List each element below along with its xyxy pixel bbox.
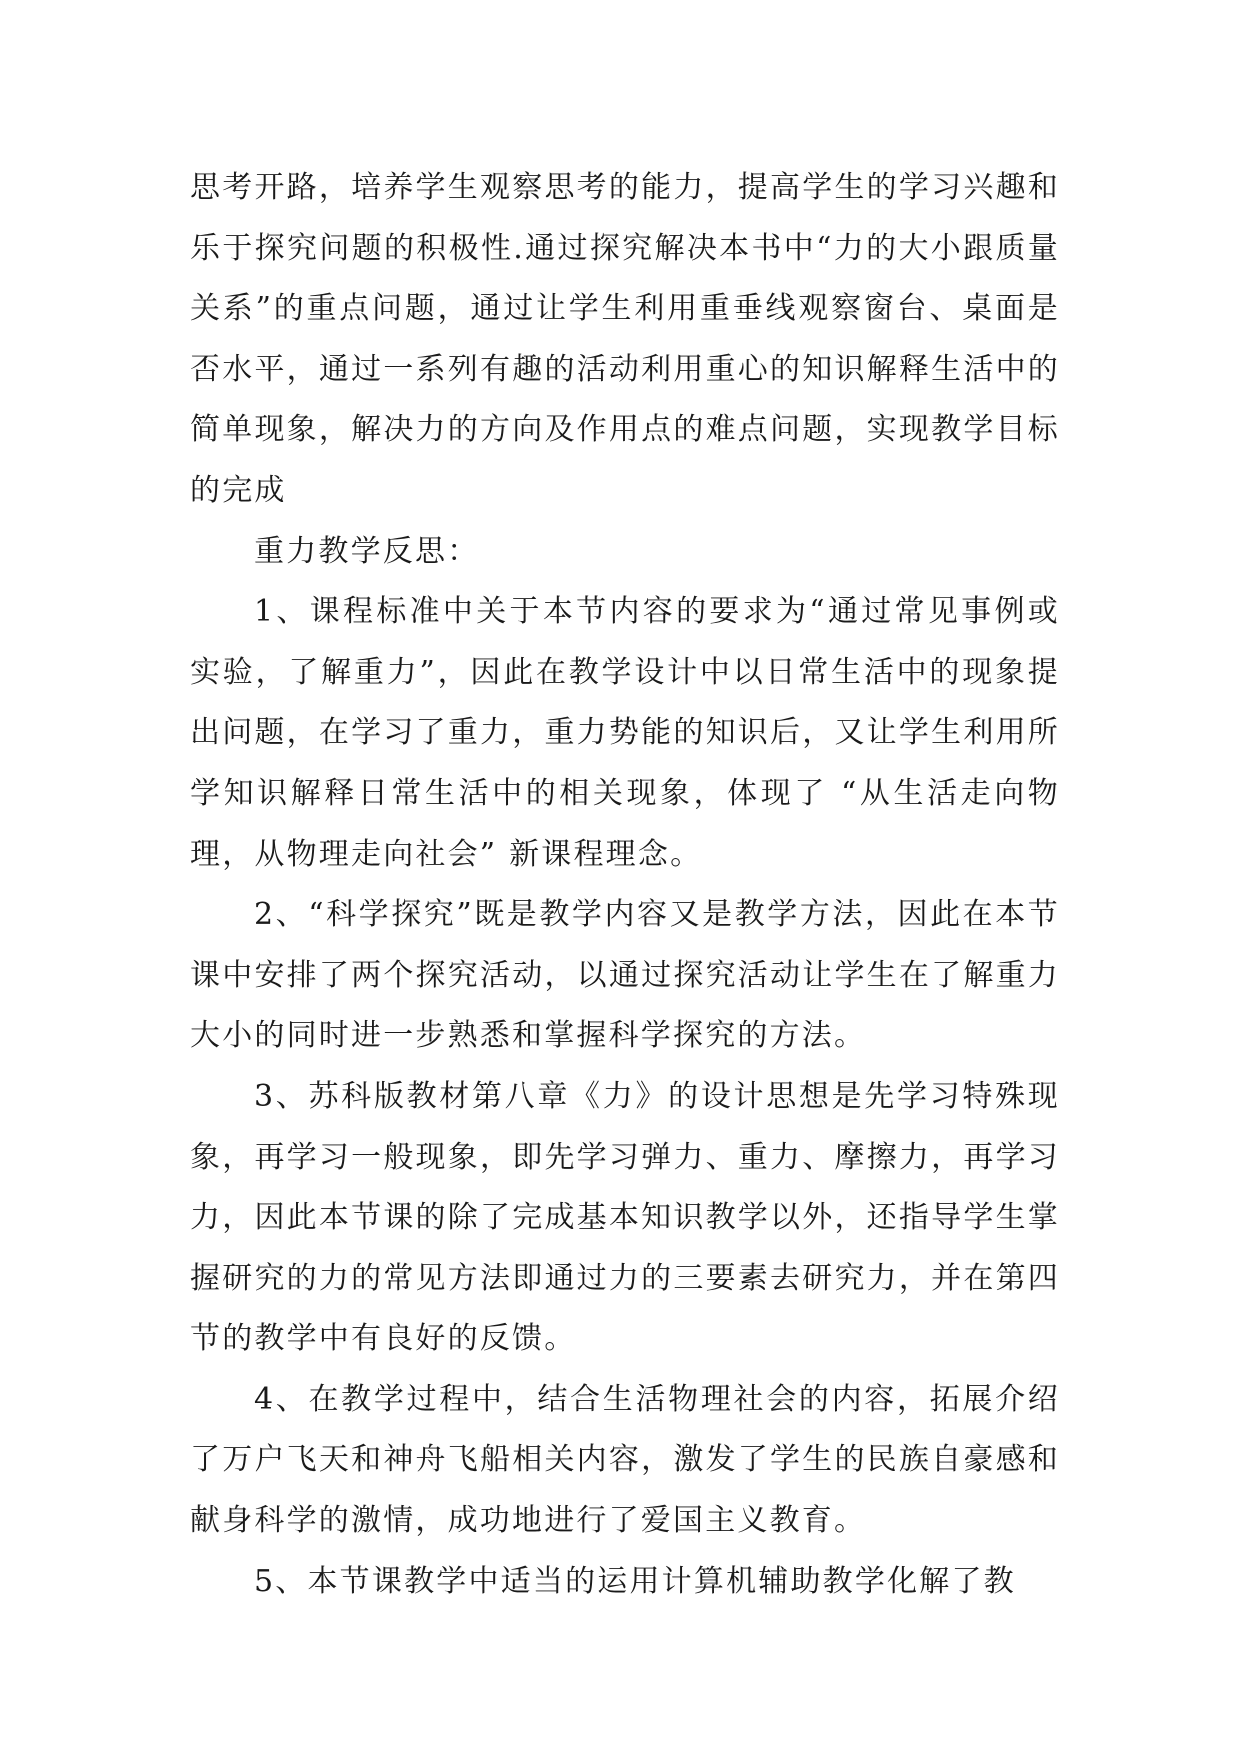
paragraph-point-1: 1、课程标准中关于本节内容的要求为“通过常见事例或实验，了解重力”，因此在教学设计中以日常生活中的现象提出问题，在学习了重力，重力势能的知识后，又让学生利用所学知识解释日常生活中的相关现象，体现了 “从生活走向物理，从物理走向社会” 新课程理念。 <box>190 594 1060 872</box>
document-body <box>190 158 1060 1612</box>
paragraph-intro-continuation: 思考开路，培养学生观察思考的能力，提高学生的学习兴趣和乐于探究问题的积极性.通过探究解决本书中“力的大小跟质量关系”的重点问题，通过让学生利用重垂线观察窗台、桌面是否水平，通过一系列有趣的活动利用重心的知识解释生活中的简单现象，解决力的方向及作用点的难点问题，实现教学目标的完成 <box>190 170 1060 508</box>
paragraph-point-3: 3、苏科版教材第八章《力》的设计思想是先学习特殊现象，再学习一般现象，即先学习弹力、重力、摩擦力，再学习力，因此本节课的除了完成基本知识教学以外，还指导学生掌握研究的力的常见方法即通过力的三要素去研究力，并在第四节的教学中有良好的反馈。 <box>190 1078 1060 1357</box>
paragraph-point-4: 4、在教学过程中，结合生活物理社会的内容，拓展介绍了万户飞天和神舟飞船相关内容，激发了学生的民族自豪感和献身科学的激情，成功地进行了爱国主义教育。 <box>190 1381 1060 1539</box>
paragraph-point-2: 2、“科学探究”既是教学内容又是教学方法，因此在本节课中安排了两个探究活动，以通过探究活动让学生在了解重力大小的同时进一步熟悉和掌握科学探究的方法。 <box>190 897 1060 1054</box>
paragraph-point-5: 5、本节课教学中适当的运用计算机辅助教学化解了教 <box>254 1563 1016 1599</box>
section-heading: 重力教学反思： <box>254 533 480 569</box>
